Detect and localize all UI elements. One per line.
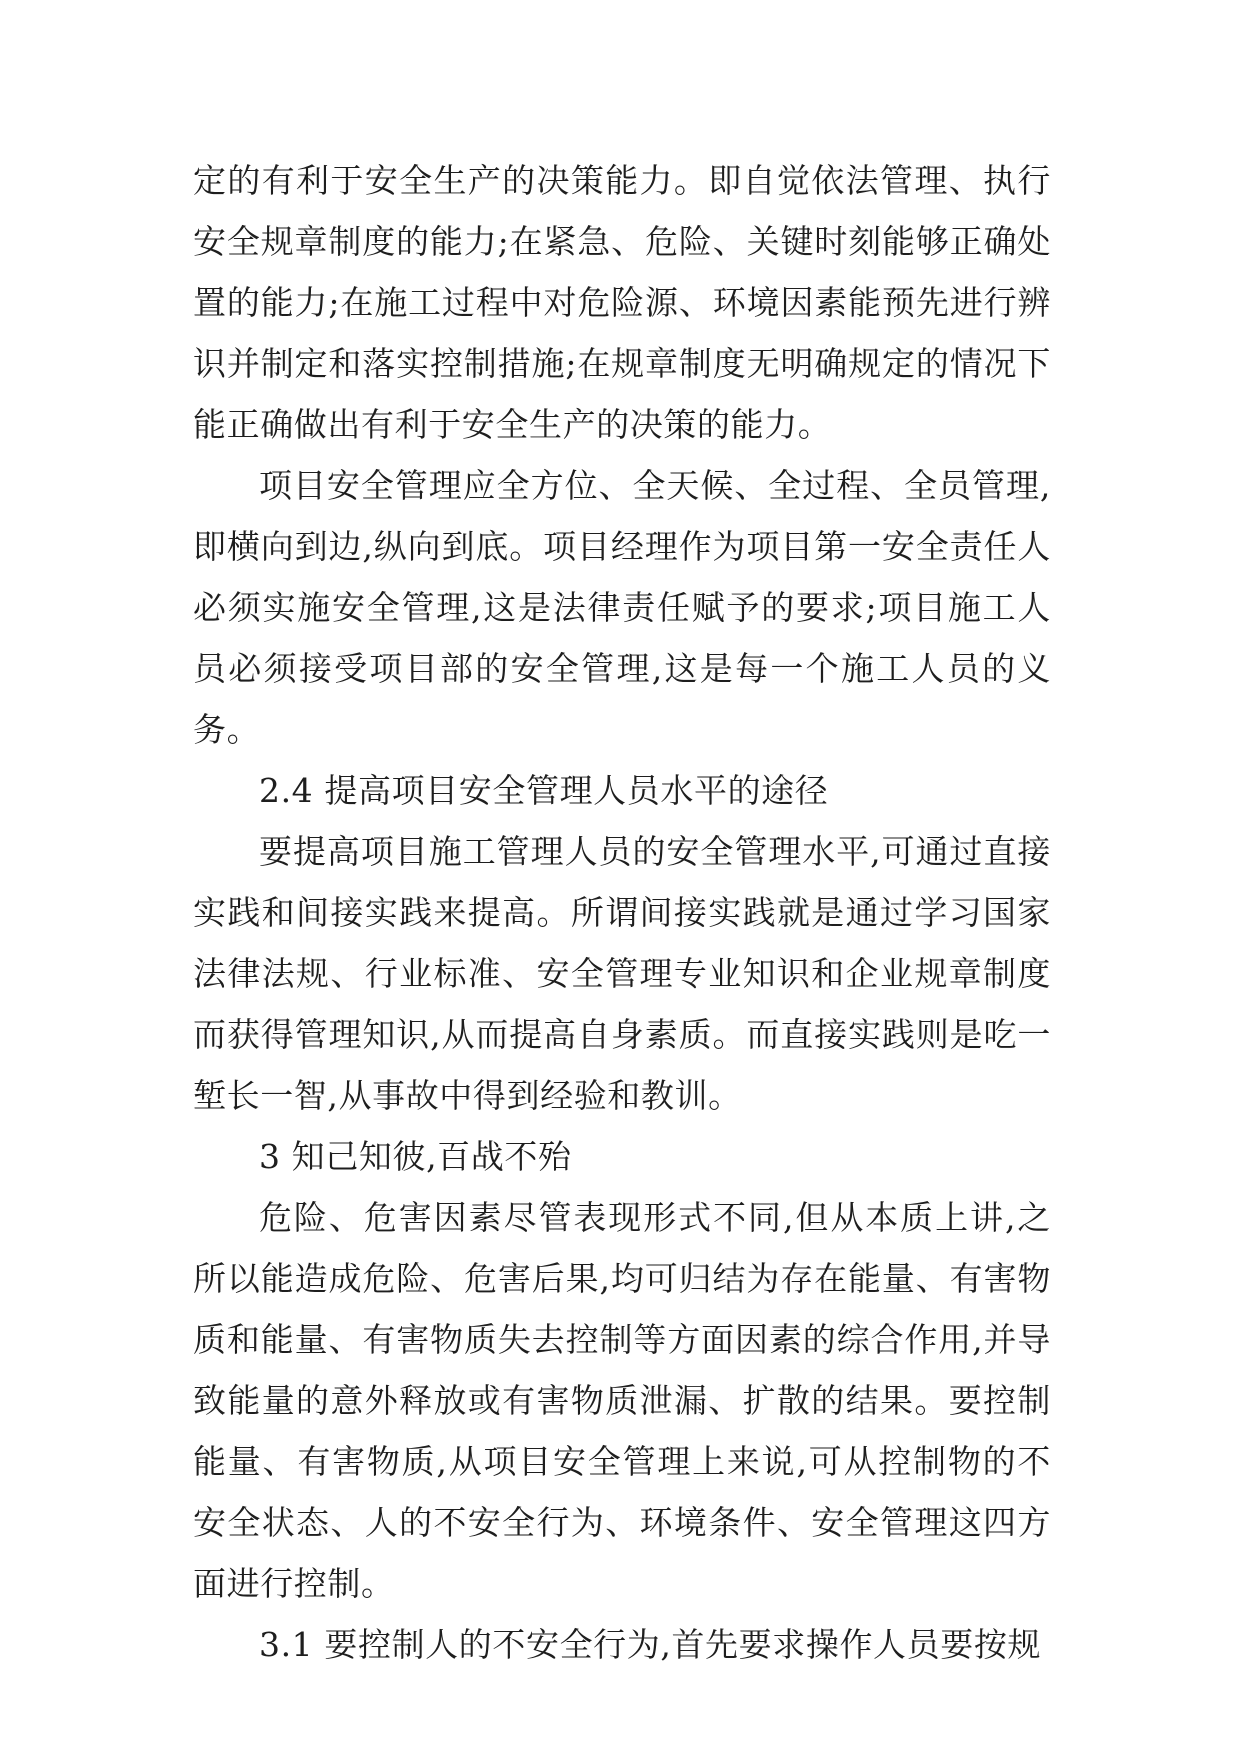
- paragraph-4: 危险、危害因素尽管表现形式不同,但从本质上讲,之所以能造成危险、危害后果,均可归结为存在能量、有害物质和能量、有害物质失去控制等方面因素的综合作用,并导致能量的意外释放或有害物质泄漏、扩散的结果。要控制能量、有害物质,从项目安全管理上来说,可从控制物的不安全状态、人的不安全行为、环境条件、安全管理这四方面进行控制。: [193, 1198, 1051, 1603]
- document-body: [193, 150, 1051, 1675]
- paragraph-2: 项目安全管理应全方位、全天候、全过程、全员管理,即横向到边,纵向到底。项目经理作为项目第一安全责任人必须实施安全管理,这是法律责任赋予的要求;项目施工人员必须接受项目部的安全管理,这是每一个施工人员的义务。: [193, 466, 1051, 749]
- section-heading-2-4: 2.4 提高项目安全管理人员水平的途径: [259, 771, 829, 810]
- paragraph-5: 3.1 要控制人的不安全行为,首先要求操作人员要按规: [259, 1625, 1042, 1664]
- paragraph-3: 要提高项目施工管理人员的安全管理水平,可通过直接实践和间接实践来提高。所谓间接实践就是通过学习国家法律法规、行业标准、安全管理专业知识和企业规章制度而获得管理知识,从而提高自身素质。而直接实践则是吃一堑长一智,从事故中得到经验和教训。: [193, 832, 1051, 1115]
- section-heading-3: 3 知己知彼,百战不殆: [259, 1137, 572, 1176]
- paragraph-1: 定的有利于安全生产的决策能力。即自觉依法管理、执行安全规章制度的能力;在紧急、危险、关键时刻能够正确处置的能力;在施工过程中对危险源、环境因素能预先进行辨识并制定和落实控制措施;在规章制度无明确规定的情况下能正确做出有利于安全生产的决策的能力。: [193, 161, 1051, 444]
